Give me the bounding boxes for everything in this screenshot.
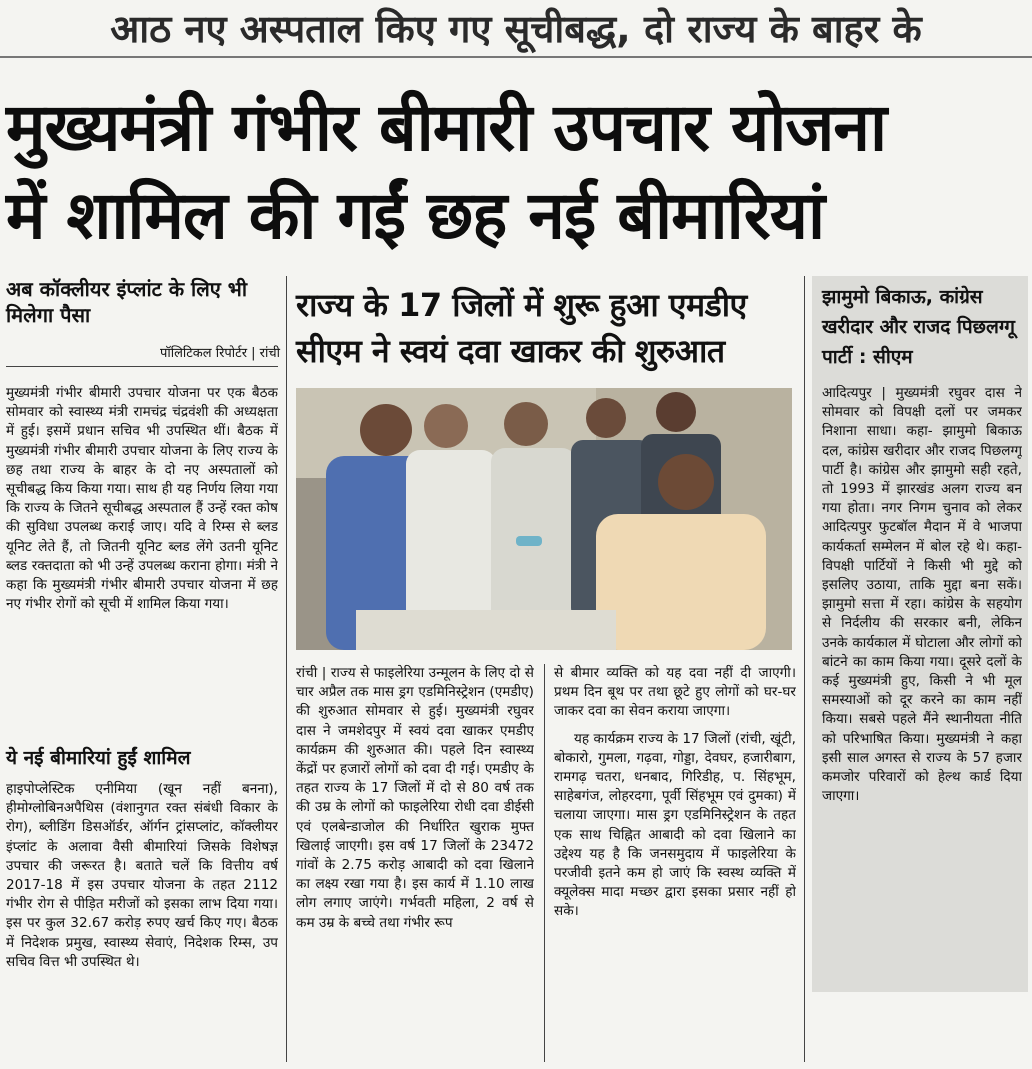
left-paragraph-2: हाइपोप्लेस्टिक एनीमिया (खून नहीं बनना), हीमोग्लोबिनअपैथिस (वंशानुगत रक्त संबंधी विकार के रोग), ब्लीडिंग डिसऑर्डर, ऑर्गन ट्रांसप्लांट, कॉक्लीयर इंप्लांट के अलावा वैसी बीमारियां जिसके विशेषज्ञ उपचार की जरूरत है। बताते चलें कि वित्तीय वर्ष 2017-18 में इस उपचार योजना के तहत 2112 गंभीर रोग से पीड़ित मरीजों को इसका लाभ दिया गया। इस पर कुल 32.67 करोड़ रुपए खर्च किए गए। बैठक में निदेशक प्रमुख, स्वास्थ्य सेवाएं, निदेशक रिम्स, उप सचिव वित्त भी उपस्थित थे।: [6, 781, 278, 970]
column-rule-center: [544, 664, 545, 1062]
kicker-rule: [0, 56, 1032, 58]
left-subhead: अब कॉक्लीयर इंप्लांट के लिए भी मिलेगा पैसा: [6, 277, 248, 327]
left-subhead-diseases: ये नई बीमारियां हुईं शामिल: [6, 747, 191, 769]
left-column-text: [6, 384, 278, 734]
kicker: आठ नए अस्पताल किए गए सूचीबद्ध, दो राज्य के बाहर के: [110, 7, 922, 51]
right-paragraph: आदित्यपुर | मुख्यमंत्री रघुवर दास ने सोमवार को विपक्षी दलों पर जमकर निशाना साधा। कहा- झामुमो बिकाऊ दल, कांग्रेस खरीदार और राजद पिछलग्गू पार्टी है। कांग्रेस और झामुमो सही रहते, तो 1993 में झारखंड अलग राज्य बन गया होता। नगर निगम चुनाव को लेकर आदित्यपुर फुटबॉल मैदान में वे भाजपा कार्यकर्ता सम्मेलन में बोल रहे थे। कहा- विपक्षी पार्टियों ने किसी भी मुद्दे को इसलिए उठाया, ताकि मुद्दा बना सकें। झामुमो सत्ता में रहा। कांग्रेस के सहयोग से निर्दलीय की सरकार बनी, लेकिन उनके कार्यकाल में घोटाला और लोगों को बांटने का काम किया गया। दूसरे दलों के कई मुख्यमंत्री हुए, किसी ने भी मूल समस्याओं को दूर करने का काम नहीं किया। सबसे पहले मैंने स्थानीयता नीति को परिभाषित किया। मुख्यमंत्री ने कहा इसी साल अगस्त से राज्य के 57 हजार कमजोर परिवारों को हेल्थ कार्ड दिया जाएगा।: [822, 385, 1022, 805]
headline-line-1: मुख्यमंत्री गंभीर बीमारी उपचार योजना: [6, 89, 887, 166]
left-paragraph-1: मुख्यमंत्री गंभीर बीमारी उपचार योजना पर एक बैठक सोमवार को स्वास्थ्य मंत्री रामचंद्र चंद्रवंशी की अध्यक्षता में हुई। इसमें प्रधान सचिव भी उपस्थित थीं। बैठक में मुख्यमंत्री गंभीर बीमारी उपचार योजना के लिए राज्य के छह तथा राज्य के बाहर के दो नए अस्पतालों को सूचीबद्ध किय किया गया। साथ ही यह निर्णय लिया गया कि राज्य के जितने सूचीबद्ध अस्पताल हैं उन्हें रक्त कोष की सुविधा उपलब्ध कराई जाए। यदि वे रिम्स से ब्लड यूनिट लेते हैं, तो जितनी यूनिट ब्लड लेंगे उतनी यूनिट ब्लड रक्तदाता को भी उन्हें उपलब्ध कराना होगा। मंत्री ने कहा कि मुख्यमंत्री गंभीर बीमारी उपचार योजना में छह नए गंभीर रोगों को सूची में शामिल किया गया।: [6, 385, 278, 613]
center-column-text-1: [296, 664, 534, 1062]
center-paragraph-1: रांची | राज्य से फाइलेरिया उन्मूलन के लिए दो से चार अप्रैल तक मास ड्रग एडमिनिस्ट्रेशन (एमडीए) की शुरुआत सोमवार से हुई। मुख्यमंत्री रघुवर दास ने जमशेदपुर में स्वयं दवा खाकर एमडीए कार्यक्रम की शुरुआत की। पहले दिन स्वास्थ्य केंद्रों पर हजारों लोगों को दवा दी गई। एमडीए के तहत राज्य के 17 जिलों में दो से 80 वर्ष तक की उम्र के लोगों को फाइलेरिया रोधी दवा डीईसी एवं एलबेन्डाजोल की निर्धारित खुराक मुफ्त खिलाई जाएगी। इस वर्ष 17 जिलों के 23472 गांवों के 2.75 करोड़ आबादी को दवा खिलाने का लक्ष्य रखा गया है। इस कार्य में 1.10 लाख लोग लगाए जाएंगे। गर्भवती महिला, 2 वर्ष से कम उम्र के बच्चे तथा गंभीर रूप: [296, 665, 534, 931]
center-column-text-2: [554, 664, 796, 1062]
photo-illustration: [296, 388, 792, 650]
column-rule-left: [286, 276, 287, 1062]
byline-rule: [6, 366, 278, 367]
center-paragraph-3: यह कार्यक्रम राज्य के 17 जिलों (रांची, खूंटी, बोकारो, गुमला, गढ़वा, गोड्डा, देवघर, हजारीबाग, रामगढ़ चतरा, धनबाद, गिरिडीह, प. सिंहभूम, साहेबगंज, लोहरदगा, पूर्वी सिंहभूम एवं दुमका) में चलाया जाएगा। मास ड्रग एडमिनिस्ट्रेशन के तहत एक साथ चिह्नित आबादी को दवा खिलाने का उद्देश्य यह है कि जनसमुदाय में फाइलेरिया के परजीवी इतने कम हो जाएं कि स्वस्थ व्यक्ति में क्यूलेक्स मादा मच्छर द्वारा इसका प्रसार नहीं हो सके।: [554, 730, 796, 920]
center-headline-line-2: सीएम ने स्वयं दवा खाकर की शुरुआत: [296, 332, 725, 370]
right-column-text: [822, 384, 1022, 984]
news-photo: [296, 388, 792, 650]
center-paragraph-2: से बीमार व्यक्ति को यह दवा नहीं दी जाएगी। प्रथम दिन बूथ पर तथा छूटे हुए लोगों को घर-घर जाकर दवा का सेवन कराया जाएगा।: [554, 665, 796, 720]
headline-line-2: में शामिल की गईं छह नई बीमारियां: [6, 177, 825, 254]
column-rule-right: [804, 276, 805, 1062]
center-headline: [296, 282, 796, 374]
right-headline: झामुमो बिकाऊ, कांग्रेस खरीदार और राजद पिछलग्गू पार्टी : सीएम: [822, 286, 1015, 368]
left-column-text-2: [6, 780, 278, 1062]
byline: पॉलिटिकल रिपोर्टर | रांची: [159, 346, 280, 361]
center-headline-line-1: राज्य के 17 जिलों में शुरू हुआ एमडीए: [296, 286, 747, 324]
